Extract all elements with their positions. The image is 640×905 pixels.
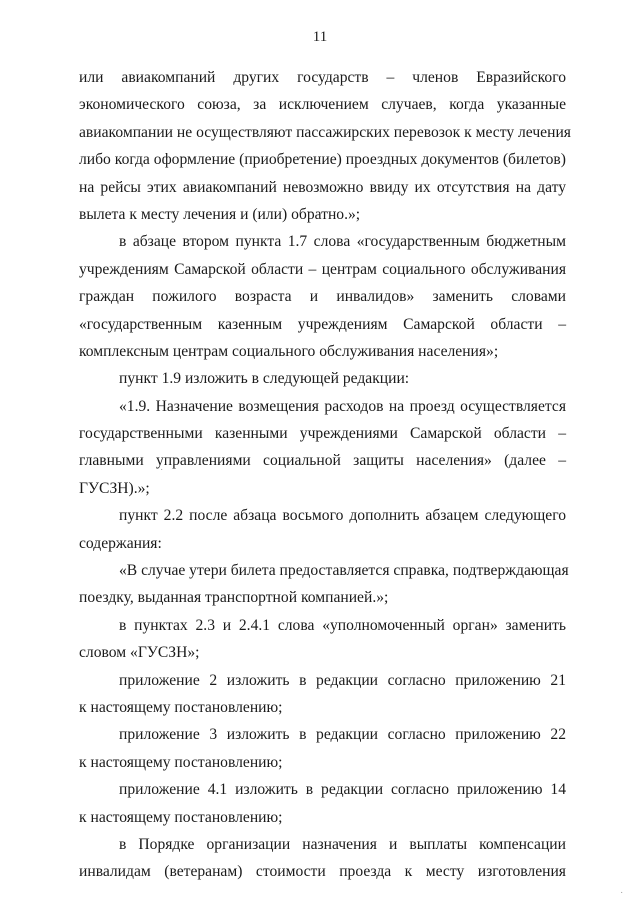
text-line: комплексным центрам социального обслуживания населения»;: [79, 342, 499, 360]
text-line: государственными казенными учреждениями Самарской области –: [79, 425, 566, 443]
text-line: инвалидам (ветеранам) стоимости проезда к месту изготовления: [79, 863, 566, 881]
text-line: словом «ГУСЗН»;: [79, 644, 200, 662]
text-line: граждан пожилого возраста и инвалидов» заменить словами: [79, 288, 566, 306]
text-line: на рейсы этих авиакомпаний невозможно ввиду их отсутствия на дату: [79, 178, 566, 196]
scan-speck: ˙: [160, 468, 164, 479]
text-line: пункт 2.2 после абзаца восьмого дополнить абзацем следующего: [119, 507, 566, 525]
text-line: к настоящему постановлению;: [79, 753, 283, 771]
text-line: либо когда оформление (приобретение) проездных документов (билетов): [79, 151, 566, 169]
text-line: экономического союза, за исключением случаев, когда указанные: [79, 96, 566, 114]
text-line: вылета к месту лечения и (или) обратно.»;: [79, 205, 361, 223]
text-line: «государственным казенным учреждениям Самарской области –: [79, 315, 566, 333]
text-line: поездку, выданная транспортной компанией.»;: [79, 589, 389, 607]
text-line: учреждениям Самарской области – центрам социального обслуживания: [79, 260, 566, 278]
text-line: к настоящему постановлению;: [79, 808, 283, 826]
text-line: к настоящему постановлению;: [79, 698, 283, 716]
text-line: или авиакомпаний других государств – членов Евразийского: [79, 69, 566, 86]
document-body: [79, 64, 571, 886]
text-line: приложение 2 изложить в редакции согласно приложению 21: [119, 671, 566, 689]
text-line: главными управлениями социальной защиты населения» (далее –: [79, 452, 566, 470]
text-line: «1.9. Назначение возмещения расходов на проезд осуществляется: [119, 397, 566, 415]
text-line: приложение 3 изложить в редакции согласно приложению 22: [119, 726, 566, 744]
text-line: в пунктах 2.3 и 2.4.1 слова «уполномоченный орган» заменить: [119, 616, 566, 634]
text-line: приложение 4.1 изложить в редакции согласно приложению 14: [119, 781, 566, 799]
page-number: 11: [312, 29, 328, 45]
text-line: авиакомпании не осуществляют пассажирских перевозок к месту лечения: [79, 123, 571, 141]
scan-speck: ˙: [620, 891, 624, 902]
text-line: в Порядке организации назначения и выплаты компенсации: [119, 835, 566, 853]
text-line: ГУСЗН).»;: [79, 479, 150, 497]
text-line: пункт 1.9 изложить в следующей редакции:: [119, 370, 410, 388]
text-line: в абзаце втором пункта 1.7 слова «государственным бюджетным: [119, 233, 566, 251]
text-line: «В случае утери билета предоставляется справка, подтверждающая: [119, 562, 569, 580]
text-line: содержания:: [79, 534, 162, 552]
